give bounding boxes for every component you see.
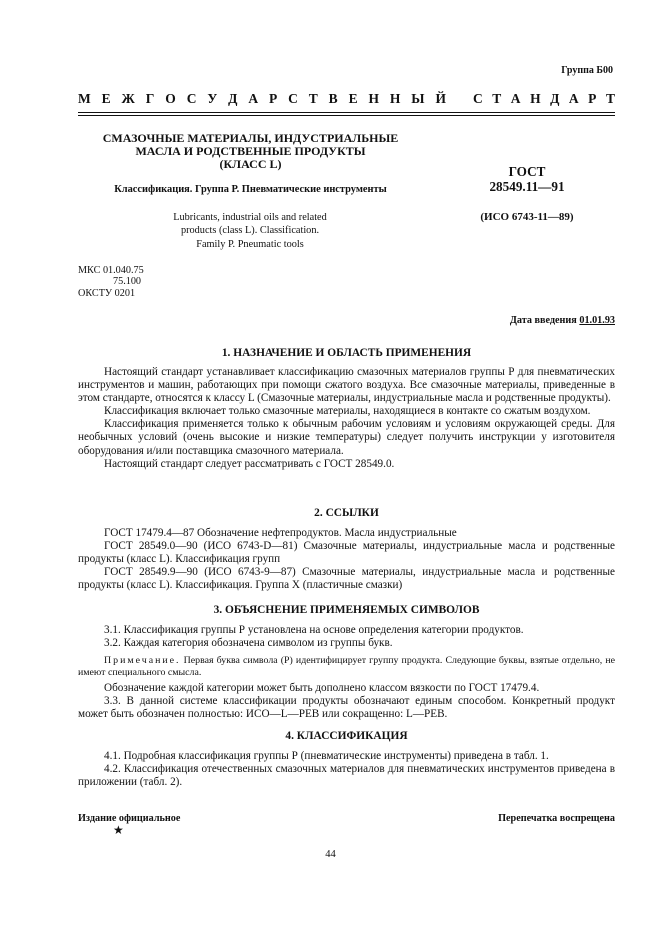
note-label: Примечание.	[104, 655, 181, 666]
section-body	[78, 682, 615, 721]
section-title: 1. НАЗНАЧЕНИЕ И ОБЛАСТЬ ПРИМЕНЕНИЯ	[221, 347, 472, 359]
section-body	[78, 750, 615, 789]
paragraph: 4.2. Классификация отечественных смазочных материалов для пневматических инструментов приведена в приложении (табл. 2).	[78, 763, 615, 789]
english-title	[150, 211, 350, 251]
paragraph: 3.3. В данной системе классификации продукты обозначают единым способом. Конкретный продукт может быть обозначен полностью: ИСО—L—PEB или сокращенно: L—PEB.	[78, 695, 615, 721]
banner-interstate: М Е Ж Г О С У Д А Р С Т В Е Н Н Ы Й	[78, 91, 446, 106]
title-line: (КЛАСС L)	[219, 157, 282, 171]
mks-code-second: 75.100	[113, 276, 142, 288]
okstu-code: ОКСТУ 0201	[78, 287, 136, 299]
section-body	[78, 527, 615, 592]
reference-item: ГОСТ 17479.4—87 Обозначение нефтепродуктов. Масла индустриальные	[104, 527, 457, 539]
group-label: Группа Б00	[561, 65, 613, 76]
introduction-date	[510, 314, 615, 327]
english-title-line: Family P. Pneumatic tools	[196, 238, 304, 250]
section-title: 3. ОБЪЯСНЕНИЕ ПРИМЕНЯЕМЫХ СИМВОЛОВ	[213, 604, 480, 616]
gost-designation	[452, 164, 602, 194]
note	[78, 655, 615, 679]
intro-date-label: Дата введения	[509, 315, 577, 326]
banner-rule-top	[78, 112, 615, 113]
paragraph: 3.1. Классификация группы Р установлена на основе определения категории продуктов.	[104, 624, 524, 636]
star-icon: ★	[113, 823, 124, 837]
banner-standard: С Т А Н Д А Р Т	[473, 91, 615, 106]
english-title-line: products (class L). Classification.	[180, 225, 320, 237]
document-subtitle: Классификация. Группа Р. Пневматические инструменты	[114, 184, 387, 195]
paragraph: Классификация применяется только к обычным рабочим условиям и условиям окружающей среды. Для необычных условий (очень высокие и низкие температуры) следует получить инструкции у изготовителя оборудования и/или поставщика смазочного материала.	[78, 418, 615, 457]
reference-item: ГОСТ 28549.9—90 (ИСО 6743-9—87) Смазочные материалы, индустриальные масла и родственные продукты (класс L). Классификация. Группа X (пластичные смазки)	[78, 566, 615, 592]
iso-reference: (ИСО 6743-11—89)	[480, 211, 574, 223]
section-title: 2. ССЫЛКИ	[314, 507, 379, 519]
section-title: 4. КЛАССИФИКАЦИЯ	[285, 730, 408, 742]
document-title	[78, 132, 423, 171]
title-line: МАСЛА И РОДСТВЕННЫЕ ПРОДУКТЫ	[135, 144, 366, 158]
classification-codes	[78, 265, 144, 299]
mks-code: МКС 01.040.75	[78, 265, 144, 276]
reprint-prohibited-label: Перепечатка воспрещена	[498, 813, 615, 824]
paragraph: Настоящий стандарт следует рассматривать с ГОСТ 28549.0.	[104, 457, 395, 470]
official-edition-label: Издание официальное	[78, 813, 181, 824]
paragraph: 3.2. Каждая категория обозначена символом из группы букв.	[104, 637, 393, 650]
standard-banner	[78, 92, 615, 105]
note-text: Первая буква символа (Р) идентифицирует группу продукта. Следующие буквы, взятые отдельно, не имеют специального смысла.	[78, 655, 615, 678]
title-line: СМАЗОЧНЫЕ МАТЕРИАЛЫ, ИНДУСТРИАЛЬНЫЕ	[102, 131, 399, 145]
section-body	[78, 366, 615, 471]
page-number: 44	[325, 849, 336, 860]
section-body	[78, 624, 615, 650]
gost-label: ГОСТ	[508, 164, 546, 179]
banner-rule-bottom	[78, 115, 615, 116]
paragraph: 4.1. Подробная классификация группы Р (пневматические инструменты) приведена в табл. 1.	[104, 750, 549, 762]
paragraph: Настоящий стандарт устанавливает классификацию смазочных материалов группы Р для пневматических инструментов и машин, работающих при помощи сжатого воздуха. Все смазочные материалы, приведенные в этом стандарте, относятся к классу L (Смазочные материалы, индустриальные масла и родственные продукты).	[78, 366, 615, 405]
english-title-line: Lubricants, industrial oils and related	[173, 212, 327, 223]
intro-date-value: 01.01.93	[579, 315, 615, 326]
reference-item: ГОСТ 28549.0—90 (ИСО 6743-D—81) Смазочные материалы, индустриальные масла и родственные продукты (класс L). Классификация групп	[78, 540, 615, 566]
gost-number: 28549.11—91	[489, 179, 565, 194]
paragraph: Обозначение каждой категории может быть дополнено классом вязкости по ГОСТ 17479.4.	[104, 682, 540, 694]
paragraph: Классификация включает только смазочные материалы, находящиеся в контакте со сжатым воздухом.	[104, 405, 591, 418]
